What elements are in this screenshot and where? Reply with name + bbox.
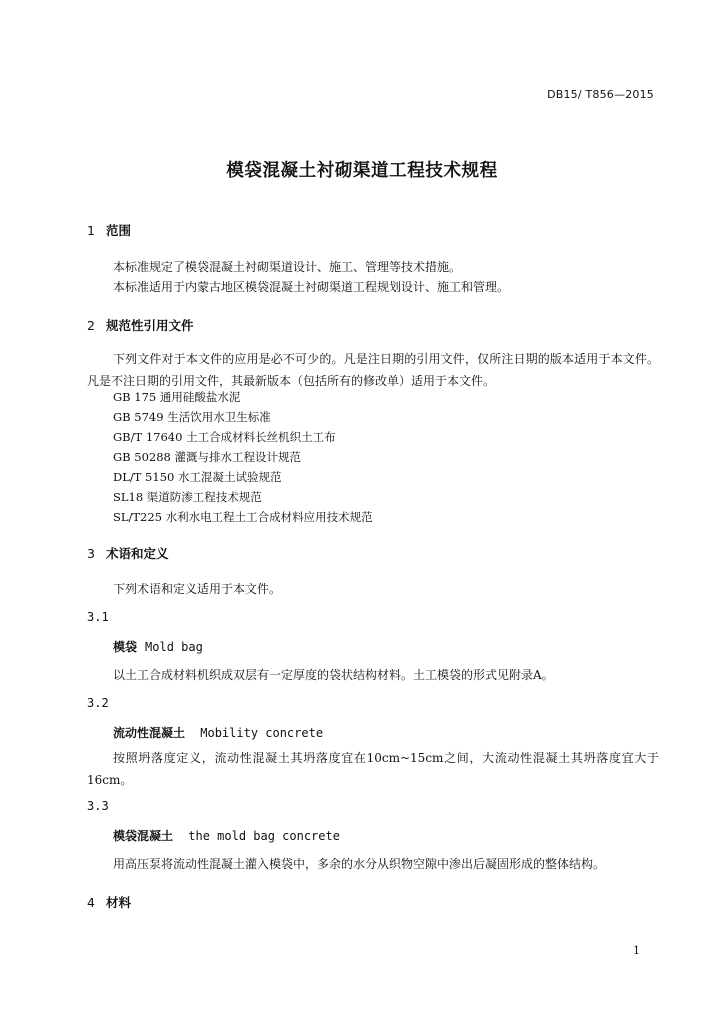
section-4-heading bbox=[87, 893, 131, 911]
section-1-heading bbox=[87, 221, 131, 239]
reference-item: GB 175 通用硅酸盐水泥 bbox=[113, 390, 241, 404]
scope-paragraph-2: 本标准适用于内蒙古地区模袋混凝土衬砌渠道工程规划设计、施工和管理。 bbox=[113, 280, 510, 294]
standard-code: DB15/ T856—2015 bbox=[547, 88, 654, 101]
reference-item: DL/T 5150 水工混凝土试验规范 bbox=[113, 470, 282, 484]
references-intro: 下列文件对于本文件的应用是必不可少的。凡是注日期的引用文件，仅所注日期的版本适用于本文件。凡是不注日期的引用文件，其最新版本（包括所有的修改单）适用于本文件。 bbox=[87, 352, 659, 388]
term-definition: 以土工合成材料机织成双层有一定厚度的袋状结构材料。土工模袋的形式见附录A。 bbox=[113, 668, 554, 682]
section-3-heading bbox=[87, 544, 169, 562]
term-name bbox=[113, 638, 203, 655]
section-number: 4 bbox=[87, 895, 95, 910]
term-cn: 模袋 bbox=[113, 640, 138, 654]
term-en: Mobility concrete bbox=[193, 726, 324, 740]
section-title: 材料 bbox=[106, 895, 132, 910]
reference-item: GB/T 17640 土工合成材料长丝机织土工布 bbox=[113, 430, 336, 444]
reference-item: GB 5749 生活饮用水卫生标准 bbox=[113, 410, 271, 424]
term-cn: 模袋混凝土 bbox=[113, 829, 174, 843]
term-number: 3.3 bbox=[87, 799, 109, 813]
section-number: 2 bbox=[87, 318, 95, 333]
reference-item: SL/T225 水利水电工程土工合成材料应用技术规范 bbox=[113, 510, 373, 524]
section-number: 3 bbox=[87, 546, 95, 561]
term-number: 3.2 bbox=[87, 696, 109, 710]
reference-item: GB 50288 灌溉与排水工程设计规范 bbox=[113, 450, 302, 464]
section-2-heading bbox=[87, 316, 194, 334]
term-definition: 按照坍落度定义，流动性混凝土其坍落度宜在10cm~15cm之间，大流动性混凝土其坍落度宜大于16cm。 bbox=[87, 751, 659, 787]
term-number: 3.1 bbox=[87, 610, 109, 624]
section-number: 1 bbox=[87, 223, 95, 238]
term-name bbox=[113, 724, 323, 741]
reference-item: SL18 渠道防渗工程技术规范 bbox=[113, 490, 262, 504]
document-title: 模袋混凝土衬砌渠道工程技术规程 bbox=[226, 161, 498, 181]
section-title: 规范性引用文件 bbox=[106, 318, 194, 333]
section-title: 范围 bbox=[106, 223, 132, 238]
terms-intro: 下列术语和定义适用于本文件。 bbox=[113, 582, 282, 596]
section-title: 术语和定义 bbox=[106, 546, 169, 561]
scope-paragraph-1: 本标准规定了模袋混凝土衬砌渠道设计、施工、管理等技术措施。 bbox=[113, 260, 462, 274]
term-cn: 流动性混凝土 bbox=[113, 726, 186, 740]
term-definition: 用高压泵将流动性混凝土灌入模袋中，多余的水分从织物空隙中渗出后凝固形成的整体结构。 bbox=[113, 857, 606, 871]
term-en: the mold bag concrete bbox=[181, 829, 340, 843]
page-number: 1 bbox=[633, 944, 640, 957]
term-name bbox=[113, 827, 340, 844]
term-en: Mold bag bbox=[145, 640, 203, 654]
